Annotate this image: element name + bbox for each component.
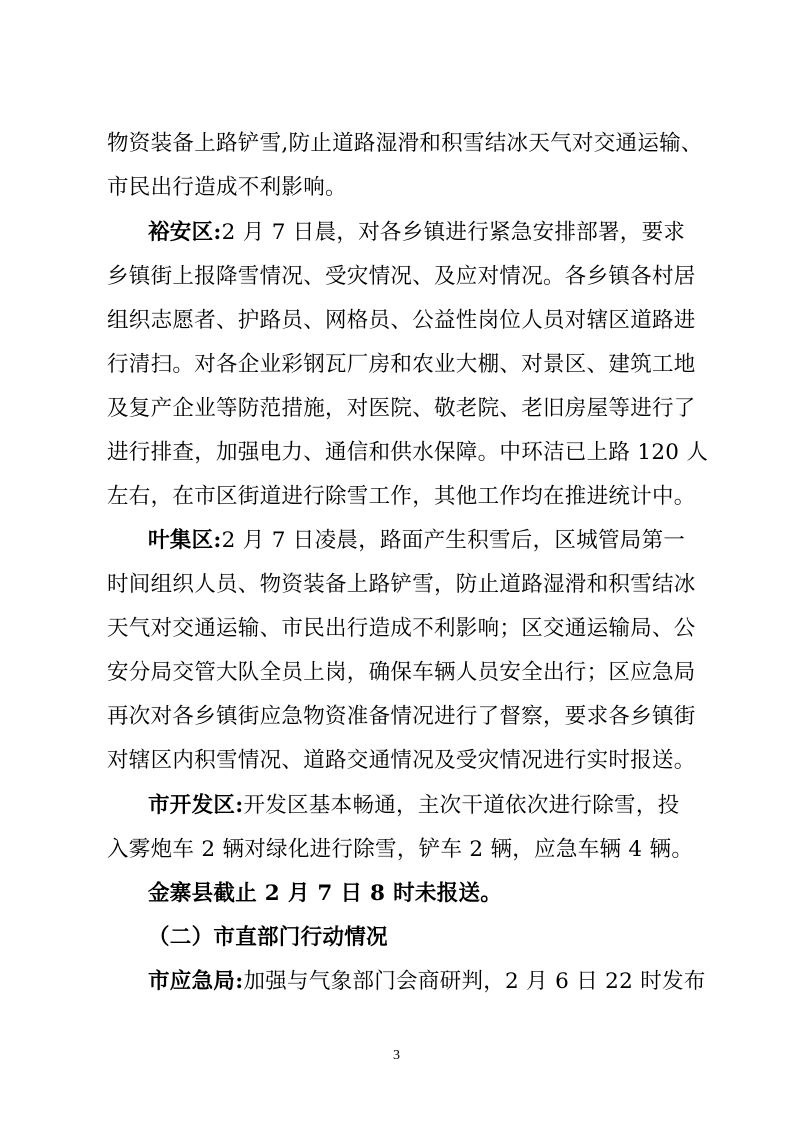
page-number: 3 <box>393 1048 400 1063</box>
text-line: 天气对交通运输、市民出行造成不利影响；区交通运输局、公 <box>107 616 696 641</box>
text-line: 时间组织人员、物资装备上路铲雪，防止道路湿滑和积雪结冰 <box>107 572 696 597</box>
text-line: 乡镇街上报降雪情况、受灾情况、及应对情况。各乡镇各村居 <box>107 264 696 289</box>
text-line: 开发区基本畅通，主次干道依次进行除雪，投 <box>243 793 680 818</box>
text-line: 左右，在市区街道进行除雪工作，其他工作均在推进统计中。 <box>107 484 696 509</box>
paragraph-emergency-bureau <box>148 969 706 994</box>
paragraph-jinzhai-county: 金寨县截止 2 月 7 日 8 时未报送。 <box>148 881 503 906</box>
text-line: 物资装备上路铲雪,防止道路湿滑和积雪结冰天气对交通运输、 <box>107 131 703 156</box>
department-label: 市应急局: <box>148 969 244 994</box>
text-line: 行清扫。对各企业彩钢瓦厂房和农业大棚、对景区、建筑工地 <box>107 352 696 377</box>
paragraph-development-zone <box>148 795 697 817</box>
text-line: 2 月 7 日晨，对各乡镇进行紧急安排部署，要求 <box>221 220 686 245</box>
text-line: 安分局交管大队全员上岗，确保车辆人员安全出行；区应急局 <box>107 660 696 685</box>
district-label: 裕安区: <box>148 220 222 245</box>
text-line: 再次对各乡镇街应急物资准备情况进行了督察，要求各乡镇街 <box>107 704 696 729</box>
district-label: 市开发区: <box>148 793 244 818</box>
text-line: 市民出行造成不利影响。 <box>107 175 347 200</box>
paragraph-yuan-district <box>148 222 697 244</box>
text-line: 2 月 7 日凌晨，路面产生积雪后，区城管局第一 <box>221 528 686 553</box>
text-line: 进行排查，加强电力、通信和供水保障。中环洁已上路 120 人 <box>107 440 709 465</box>
paragraph-yeji-district <box>148 530 697 552</box>
text-line: 及复产企业等防范措施，对医院、敬老院、老旧房屋等进行了 <box>107 396 696 421</box>
section-heading: （二）市直部门行动情况 <box>148 925 388 950</box>
text-line: 入雾炮车 2 辆对绿化进行除雪，铲车 2 辆，应急车辆 4 辆。 <box>107 837 694 862</box>
text-line: 对辖区内积雪情况、道路交通情况及受灾情况进行实时报送。 <box>107 748 696 773</box>
district-label: 叶集区: <box>148 528 222 553</box>
text-line: 组织志愿者、护路员、网格员、公益性岗位人员对辖区道路进 <box>107 308 696 333</box>
text-line: 加强与气象部门会商研判，2 月 6 日 22 时发布 <box>243 969 706 994</box>
